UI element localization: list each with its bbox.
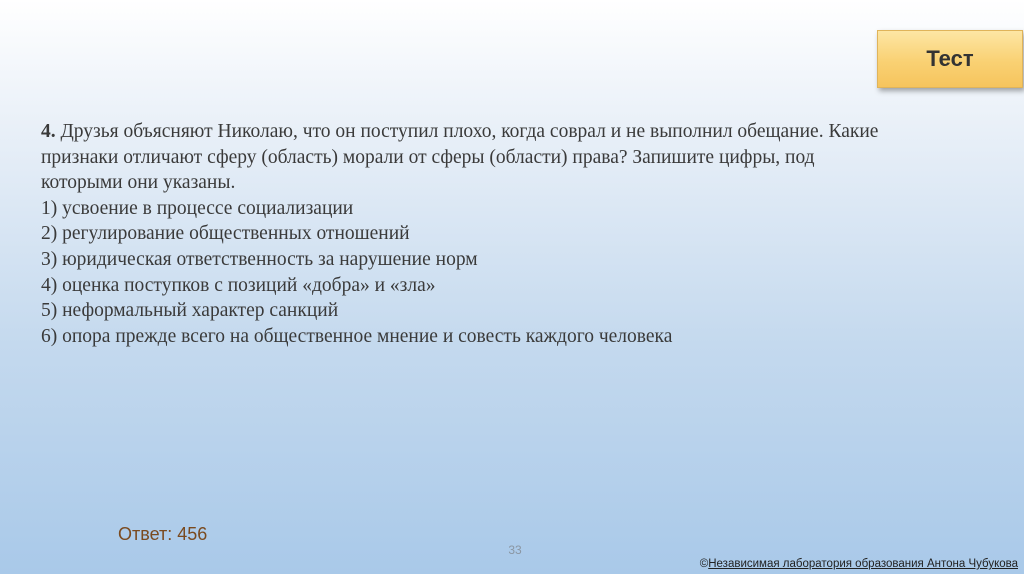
answer-option-6: 6) опора прежде всего на общественное мнение и совесть каждого человека xyxy=(41,325,673,347)
answer-option-5: 5) неформальный характер санкций xyxy=(41,300,339,322)
question-number: 4. xyxy=(41,121,56,142)
test-badge-label: Тест xyxy=(926,46,974,71)
copyright-footer xyxy=(700,558,1018,570)
page-number: 33 xyxy=(508,543,522,557)
answer-option-2: 2) регулирование общественных отношений xyxy=(41,223,410,245)
question-text-line: признаки отличают сферу (область) морали от сферы (области) права? Запишите цифры, под xyxy=(41,146,815,168)
answer-option-1: 1) усвоение в процессе социализации xyxy=(41,197,354,219)
question-block xyxy=(41,119,991,349)
answer-text: Ответ: 456 xyxy=(118,524,208,544)
test-badge xyxy=(877,30,1023,88)
question-text-line: Друзья объясняют Николаю, что он поступил плохо, когда соврал и не выполнил обещание. Какие xyxy=(60,121,879,142)
question-text-line: которыми они указаны. xyxy=(41,172,236,194)
copyright-symbol: © xyxy=(699,558,709,570)
answer-option-3: 3) юридическая ответственность за нарушение норм xyxy=(41,248,478,270)
question-line-1 xyxy=(41,119,991,145)
answer-option-4: 4) оценка поступков с позиций «добра» и «зла» xyxy=(41,274,436,296)
copyright-link[interactable]: Независимая лаборатория образования Антона Чубукова xyxy=(708,558,1018,570)
